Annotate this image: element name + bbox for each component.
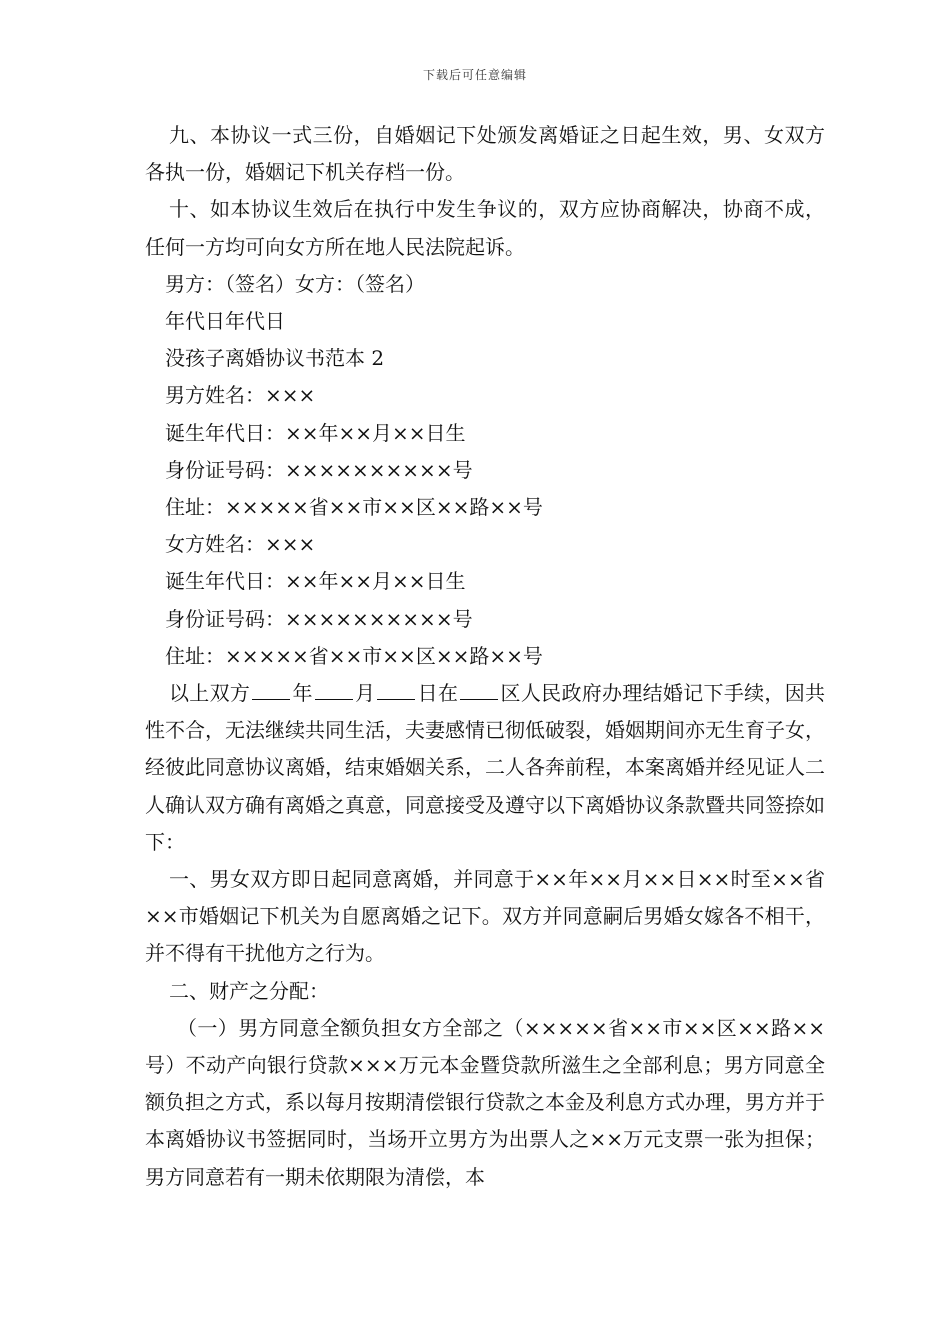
female-id-number: 身份证号码：××××××××××号 [165,606,473,631]
female-address: 住址：×××××省××市××区××路××号 [165,643,543,668]
female-birthdate: 诞生年代日：××年××月××日生 [165,569,466,594]
clause-ten: 十、如本协议生效后在执行中发生争议的，双方应协商解决，协商不成，任何一方均可向女方所在地人民法院起诉。 [145,197,825,259]
male-id-number: 身份证号码：××××××××××号 [165,457,473,482]
clause-nine: 九、本协议一式三份，自婚姻记下处颁发离婚证之日起生效，男、女双方各执一份，婚姻记下机关存档一份。 [145,123,825,185]
clause-two-heading: 二、财产之分配： [169,978,329,1003]
date-line: 年代日年代日 [165,309,285,334]
marriage-part-1: 以上双方 [169,681,251,706]
male-name: 男方姓名：××× [165,383,316,408]
marriage-statement [145,675,825,861]
female-name: 女方姓名：××× [165,532,316,557]
blank-month [315,679,353,700]
blank-year [252,679,290,700]
signature-line: 男方：（签名）女方：（签名） [165,271,425,296]
clause-two-sub-one: （一）男方同意全额负担女方全部之（×××××省××市××区××路××号）不动产向银行贷款×××万元本金暨贷款所滋生之全部利息；男方同意全额负担之方式，系以每月按期清偿银行贷款之本金及利息方式办理，男方并于本离婚协议书签据同时，当场开立男方为出票人之××万元支票一张为担保；男方同意若有一期未依期限为清偿，本 [145,1015,825,1189]
header-note: 下载后可任意编辑 [422,68,527,82]
marriage-part-4: 日在 [417,681,459,706]
section-title: 没孩子离婚协议书范本 2 [165,346,385,371]
document-body [145,117,825,1196]
marriage-part-2: 年 [292,681,313,706]
marriage-part-5: 区人民政府办理结婚记下手续，因共性不合，无法继续共同生活，夫妻感情已彻低破裂，婚姻期间亦无生育子女，经彼此同意协议离婚，结束婚姻关系，二人各奔前程，本案离婚并经见证人二人确认双方确有离婚之真意，同意接受及遵守以下离婚协议条款暨共同签捺如下： [145,681,826,854]
clause-one: 一、男女双方即日起同意离婚，并同意于××年××月××日××时至××省××市婚姻记下机关为自愿离婚之记下。双方并同意嗣后男婚女嫁各不相干，并不得有干扰他方之行为。 [145,867,825,966]
marriage-part-3: 月 [354,681,376,706]
blank-district [460,679,498,700]
male-address: 住址：×××××省××市××区××路××号 [165,495,543,520]
blank-day [377,679,415,700]
male-birthdate: 诞生年代日：××年××月××日生 [165,420,466,445]
